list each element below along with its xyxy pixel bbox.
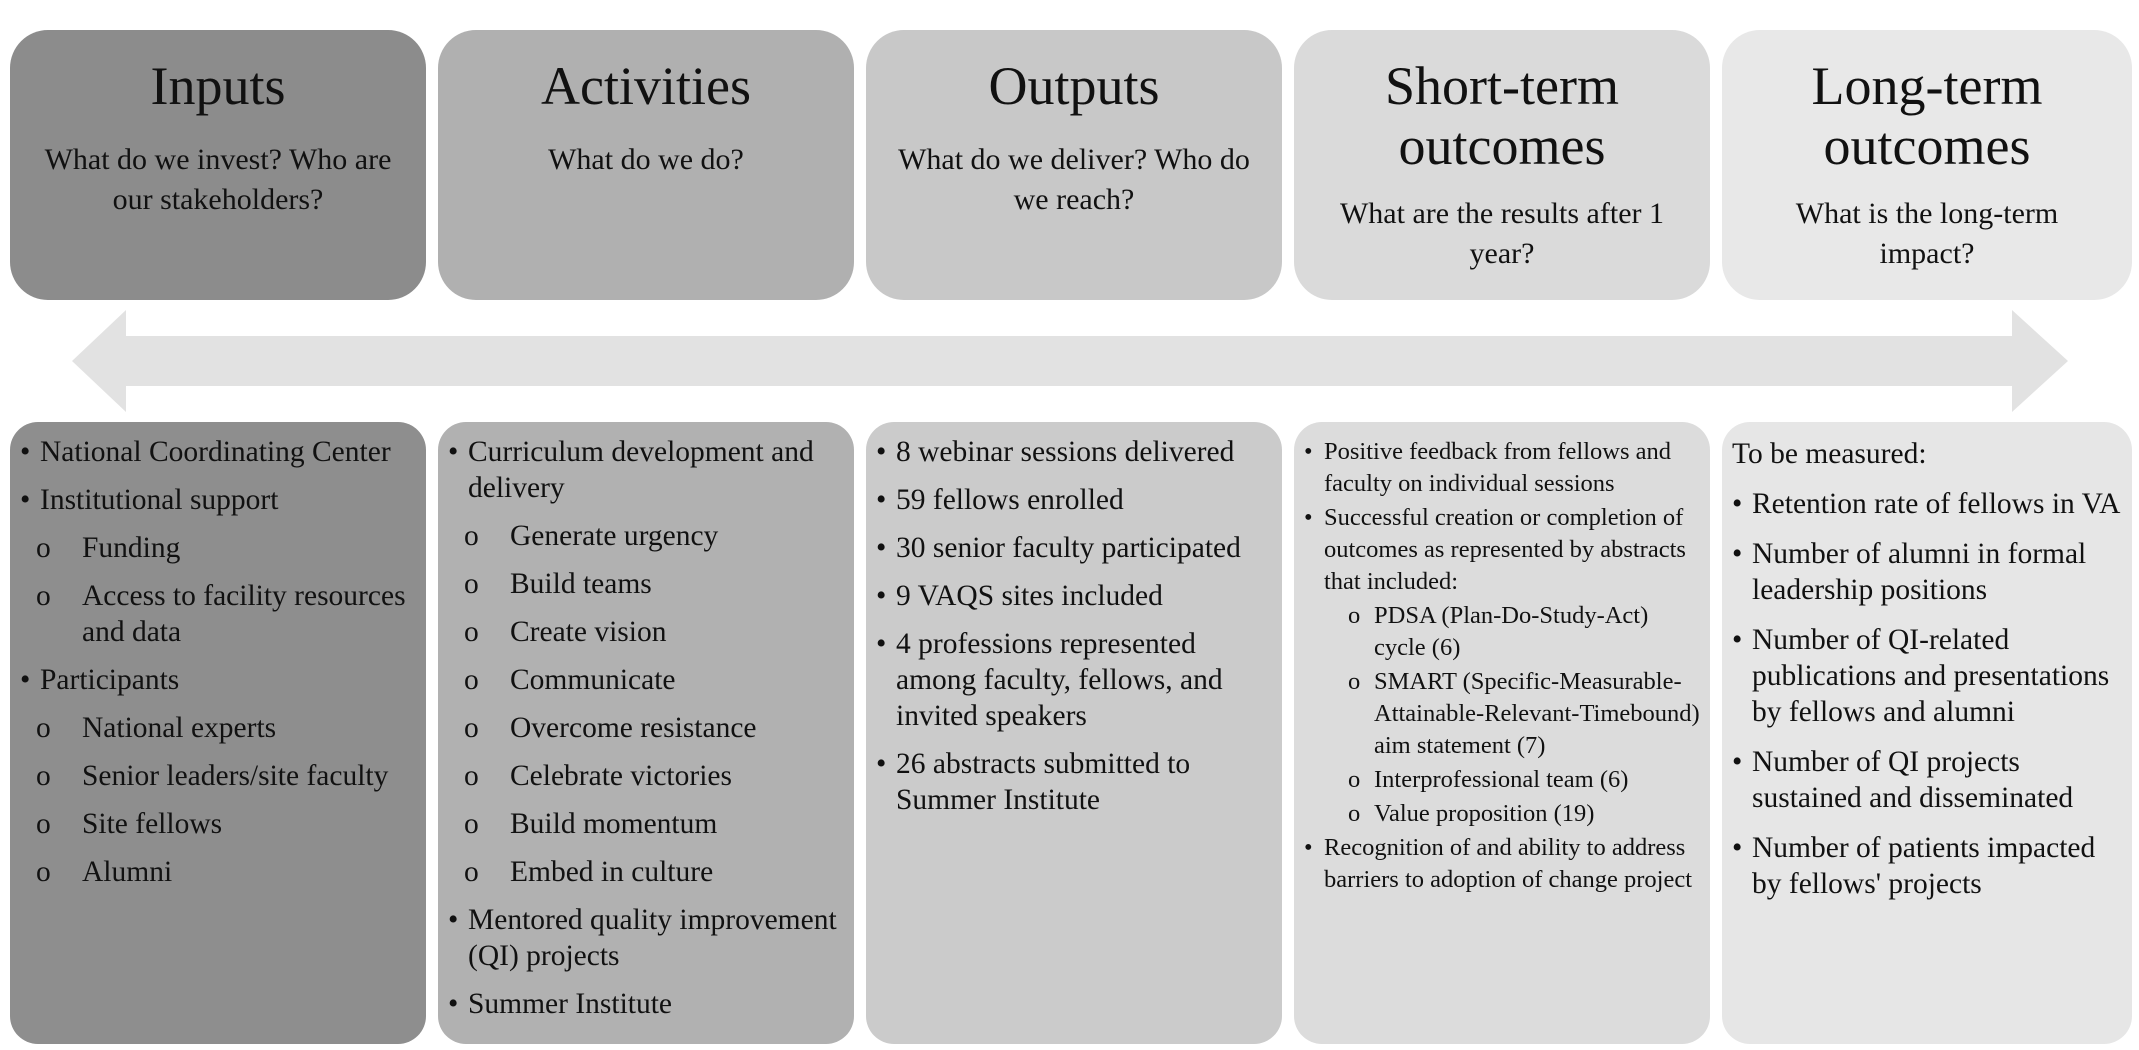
sub-list-item-text: SMART (Specific-Measurable-Attainable-Relevant-Timebound) aim statement (7) <box>1374 668 1700 759</box>
circle-bullet-icon: o <box>36 532 51 564</box>
list-item-text: National Coordinating Center <box>40 436 391 468</box>
list-item <box>1304 832 1700 896</box>
sub-list-item-text: Build momentum <box>510 808 718 840</box>
list-item-text: 30 senior faculty participated <box>896 532 1241 564</box>
sub-list-item <box>1334 764 1700 796</box>
bullet-icon: • <box>20 664 31 696</box>
outputs-list <box>866 422 1282 1044</box>
list-item-text: Participants <box>40 664 180 696</box>
column-question: What are the results after 1 year? <box>1339 197 1664 270</box>
sub-list-item-text: Funding <box>82 532 181 564</box>
sub-list-item <box>448 710 844 746</box>
circle-bullet-icon: o <box>36 808 51 840</box>
long-term-outcomes-header <box>1722 30 2132 300</box>
circle-bullet-icon: o <box>36 760 51 792</box>
bullet-icon: • <box>20 436 31 468</box>
list-item-text: Curriculum development and delivery <box>468 436 814 504</box>
circle-bullet-icon: o <box>464 520 479 552</box>
sub-list-item <box>448 614 844 650</box>
bullet-icon: • <box>20 484 31 516</box>
inputs-header <box>10 30 426 300</box>
list-item <box>1732 486 2122 522</box>
list-item <box>1732 622 2122 730</box>
circle-bullet-icon: o <box>464 568 479 600</box>
bullet-icon: • <box>1732 538 1743 570</box>
column-question: What do we invest? Who are our stakeholders? <box>44 143 392 216</box>
circle-bullet-icon: o <box>36 712 51 744</box>
list-item-text: Number of QI-related publications and presentations by fellows and alumni <box>1752 624 2110 728</box>
list-item-text: Mentored quality improvement (QI) projects <box>468 904 837 972</box>
bullet-icon: • <box>1304 438 1313 465</box>
short-term-outcomes-header <box>1294 30 1710 300</box>
sub-list-item <box>448 566 844 602</box>
sub-list-item <box>20 530 416 566</box>
list-item-text: Successful creation or completion of outcomes as represented by abstracts that included: <box>1324 504 1686 595</box>
circle-bullet-icon: o <box>36 856 51 888</box>
long-term-outcomes-list <box>1722 422 2132 1044</box>
list-item-text: Recognition of and ability to address barriers to adoption of change project <box>1324 834 1693 893</box>
list-item <box>20 662 416 698</box>
list-item-text: 26 abstracts submitted to Summer Institute <box>896 748 1191 816</box>
circle-bullet-icon: o <box>1348 668 1361 695</box>
circle-bullet-icon: o <box>1348 800 1361 827</box>
sub-list-item <box>20 578 416 650</box>
sub-list-item-text: National experts <box>82 712 277 744</box>
bullet-icon: • <box>1304 504 1313 531</box>
sub-list-item <box>448 806 844 842</box>
column-question: What is the long-term impact? <box>1795 197 2059 270</box>
sub-list-item <box>448 854 844 890</box>
sub-list-item-text: Create vision <box>510 616 667 648</box>
bullet-icon: • <box>876 580 887 612</box>
sub-list-item-text: Embed in culture <box>510 856 714 888</box>
bullet-icon: • <box>876 628 887 660</box>
sub-list-item <box>20 758 416 794</box>
circle-bullet-icon: o <box>464 712 479 744</box>
short-term-outcomes-list <box>1294 422 1710 1044</box>
column-question: What do we do? <box>548 143 744 176</box>
sub-list-item-text: Access to facility resources and data <box>82 580 406 648</box>
bullet-icon: • <box>1304 834 1313 861</box>
list-lead-text: To be measured: <box>1732 438 1927 470</box>
sub-list-item <box>1334 600 1700 664</box>
list-item <box>1304 436 1700 500</box>
list-item <box>876 578 1272 614</box>
list-item <box>448 902 844 974</box>
timeline-double-arrow <box>0 300 2139 422</box>
bullet-icon: • <box>448 436 459 468</box>
circle-bullet-icon: o <box>464 808 479 840</box>
bullet-icon: • <box>876 484 887 516</box>
sub-list-item-text: Build teams <box>510 568 652 600</box>
column-title: Long-term outcomes <box>1811 56 2043 176</box>
circle-bullet-icon: o <box>1348 766 1361 793</box>
bullet-icon: • <box>876 748 887 780</box>
list-item-text: 8 webinar sessions delivered <box>896 436 1235 468</box>
list-item-text: 59 fellows enrolled <box>896 484 1124 516</box>
circle-bullet-icon: o <box>1348 602 1361 629</box>
list-item <box>1732 830 2122 902</box>
column-title: Short-term outcomes <box>1385 56 1619 176</box>
list-item <box>20 482 416 518</box>
list-item <box>876 434 1272 470</box>
list-item <box>20 434 416 470</box>
column-title: Activities <box>541 56 751 116</box>
sub-list-item <box>1334 666 1700 762</box>
sub-list-item <box>20 854 416 890</box>
sub-list-item <box>448 662 844 698</box>
list-item <box>448 986 844 1022</box>
sub-list-item <box>448 758 844 794</box>
list-item-text: Retention rate of fellows in VA <box>1752 488 2121 520</box>
activities-header <box>438 30 854 300</box>
column-question: What do we deliver? Who do we reach? <box>898 143 1250 216</box>
list-item <box>876 626 1272 734</box>
list-item <box>1732 744 2122 816</box>
circle-bullet-icon: o <box>464 760 479 792</box>
list-item-text: Number of alumni in formal leadership positions <box>1752 538 2087 606</box>
sub-list-item-text: Communicate <box>510 664 676 696</box>
sub-list-item-text: Celebrate victories <box>510 760 732 792</box>
circle-bullet-icon: o <box>464 856 479 888</box>
sub-list-item-text: PDSA (Plan-Do-Study-Act) cycle (6) <box>1374 602 1649 661</box>
sub-list-item <box>448 518 844 554</box>
bullet-icon: • <box>1732 746 1743 778</box>
list-item <box>1304 502 1700 598</box>
list-item <box>876 530 1272 566</box>
bullet-icon: • <box>448 988 459 1020</box>
sub-list-item-text: Senior leaders/site faculty <box>82 760 389 792</box>
sub-list-item-text: Overcome resistance <box>510 712 757 744</box>
list-item-text: Summer Institute <box>468 988 673 1020</box>
list-item <box>448 434 844 506</box>
sub-list-item <box>20 806 416 842</box>
list-item-text: 4 professions represented among faculty, fellows, and invited speakers <box>896 628 1223 732</box>
circle-bullet-icon: o <box>464 616 479 648</box>
sub-list-item-text: Value proposition (19) <box>1374 800 1595 827</box>
circle-bullet-icon: o <box>36 580 51 612</box>
inputs-list <box>10 422 426 1044</box>
list-item <box>1732 536 2122 608</box>
sub-list-item <box>1334 798 1700 830</box>
bullet-icon: • <box>876 436 887 468</box>
sub-list-item-text: Interprofessional team (6) <box>1374 766 1629 793</box>
circle-bullet-icon: o <box>464 664 479 696</box>
activities-list <box>438 422 854 1044</box>
list-item-text: 9 VAQS sites included <box>896 580 1163 612</box>
column-title: Inputs <box>150 56 286 116</box>
outputs-header <box>866 30 1282 300</box>
bullet-icon: • <box>448 904 459 936</box>
column-title: Outputs <box>988 56 1160 116</box>
bullet-icon: • <box>1732 488 1743 520</box>
sub-list-item <box>20 710 416 746</box>
list-item-text: Number of patients impacted by fellows' projects <box>1752 832 2096 900</box>
list-item <box>876 482 1272 518</box>
bullet-icon: • <box>876 532 887 564</box>
list-item-text: Positive feedback from fellows and faculty on individual sessions <box>1324 438 1671 497</box>
bullet-icon: • <box>1732 832 1743 864</box>
sub-list-item-text: Site fellows <box>82 808 223 840</box>
list-item-text: Number of QI projects sustained and disseminated <box>1752 746 2074 814</box>
sub-list-item-text: Generate urgency <box>510 520 719 552</box>
bullet-icon: • <box>1732 624 1743 656</box>
list-item-text: Institutional support <box>40 484 279 516</box>
list-item <box>876 746 1272 818</box>
sub-list-item-text: Alumni <box>82 856 173 888</box>
